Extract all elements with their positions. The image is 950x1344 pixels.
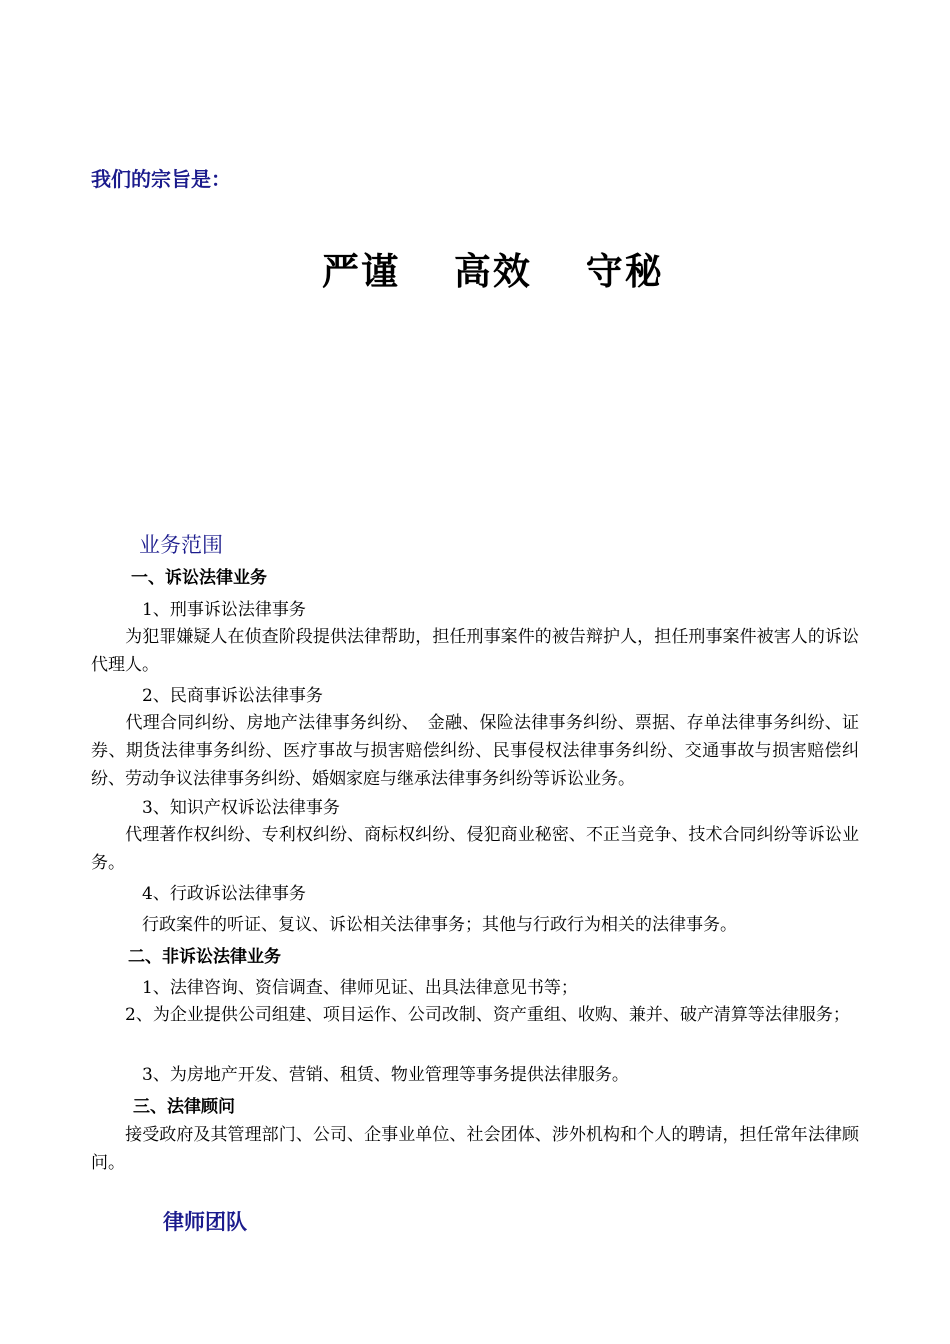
business-scope-title: 业务范围 — [139, 533, 223, 557]
non-litigation-item-2: 2、为企业提供公司组建、项目运作、公司改制、资产重组、收购、兼并、破产清算等法律服务； — [91, 1005, 850, 1025]
item-text-criminal: 为犯罪嫌疑人在侦查阶段提供法律帮助，担任刑事案件的被告辩护人，担任刑事案件被害人的诉讼代理人。 — [91, 627, 859, 675]
item-title-ip: 3、知识产权诉讼法律事务 — [142, 798, 340, 818]
item-title-administrative: 4、行政诉讼法律事务 — [142, 884, 306, 904]
non-litigation-item-3: 3、为房地产开发、营销、租赁、物业管理等事务提供法律服务。 — [142, 1065, 629, 1085]
motto-heading: 严谨 高效 守秘 — [322, 250, 664, 293]
item-text-ip: 代理著作权纠纷、专利权纠纷、商标权纠纷、侵犯商业秘密、不正当竞争、技术合同纠纷等诉讼业务。 — [91, 825, 859, 873]
item-title-criminal: 1、刑事诉讼法律事务 — [142, 600, 306, 620]
lawyer-team-title: 律师团队 — [163, 1210, 247, 1234]
non-litigation-item-1: 1、法律咨询、资信调查、律师见证、出具法律意见书等； — [142, 978, 578, 998]
item-title-civil: 2、民商事诉讼法律事务 — [142, 686, 323, 706]
item-text-administrative: 行政案件的听证、复议、诉讼相关法律事务；其他与行政行为相关的法律事务。 — [142, 915, 737, 935]
legal-advisor-text: 接受政府及其管理部门、公司、企事业单位、社会团体、涉外机构和个人的聘请，担任常年法律顾问。 — [91, 1125, 859, 1173]
item-text-civil: 代理合同纠纷、房地产法律事务纠纷、 金融、保险法律事务纠纷、票据、存单法律事务纠纷、证券、期货法律事务纠纷、医疗事故与损害赔偿纠纷、民事侵权法律事务纠纷、交通事故与损害赔偿纠纷、劳动争议法律事务纠纷、婚姻家庭与继承法律事务纠纷等诉讼业务。 — [91, 713, 859, 789]
section-heading-non-litigation: 二、非诉讼法律业务 — [128, 947, 281, 967]
section-heading-legal-advisor: 三、法律顾问 — [133, 1097, 235, 1117]
purpose-label: 我们的宗旨是： — [91, 167, 231, 191]
section-heading-litigation: 一、诉讼法律业务 — [131, 568, 267, 588]
